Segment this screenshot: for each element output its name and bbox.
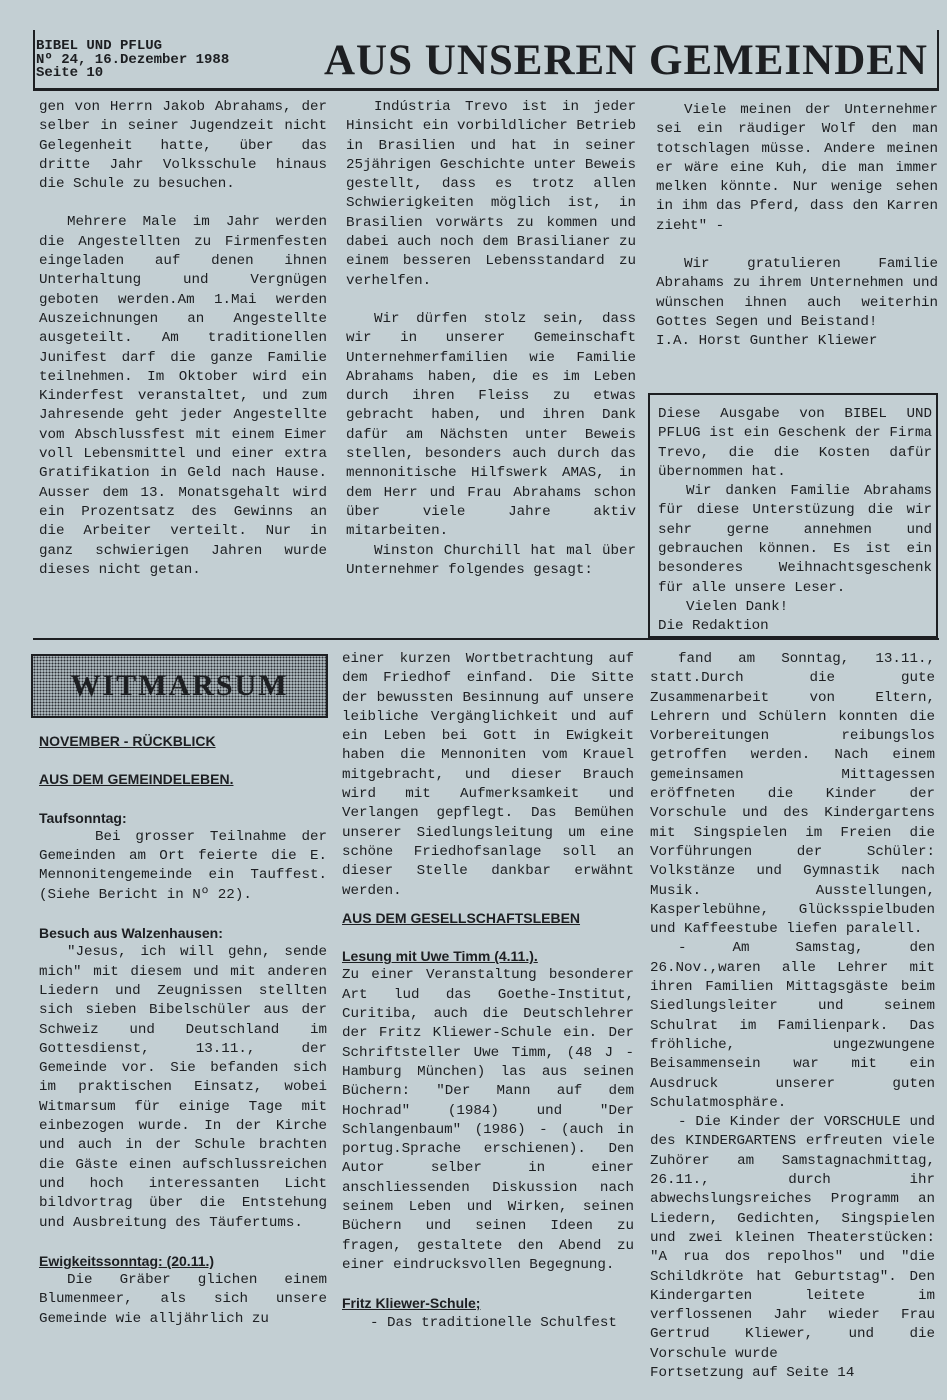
paragraph: Winston Churchill hat mal über Unternehmer folgendes gesagt: bbox=[346, 542, 636, 578]
continuation-note: Fortsetzung auf Seite 14 bbox=[650, 1364, 855, 1381]
paragraph: - Das traditionelle Schulfest bbox=[370, 1314, 617, 1331]
paragraph: Vielen Dank! bbox=[686, 598, 789, 615]
bottom-column-2 bbox=[342, 650, 634, 1333]
publication-name: BIBEL UND PFLUG bbox=[36, 38, 163, 54]
section-title-box bbox=[31, 654, 328, 718]
subsection-heading: AUS DEM GEMEINDELEBEN. bbox=[39, 771, 234, 788]
top-column-1 bbox=[39, 98, 327, 580]
signature: Die Redaktion bbox=[658, 618, 769, 635]
signature: I.A. Horst Gunther Kliewer bbox=[656, 333, 878, 350]
paragraph: "Jesus, ich will gehn, sende mich" mit diesem und mit anderen Liedern und Zeugnissen stellten sich sieben Bibelschüler aus der Schweiz und Deutschland im Gottesdienst, 13.11., der Gemeinde vor. Sie befanden sich im praktischen Einsatz, wobei Witmarsum für einige Tage mit einbezogen wurde. In der Kirche und auch in der Schule brachten die Gäste einen aufschlussreichen und hoch interessanten Licht bildvortrag über die Entstehung und Ausbreitung des Täufertums. bbox=[39, 944, 327, 1231]
section-title: WITMARSUM bbox=[70, 669, 289, 702]
paragraph: gen von Herrn Jakob Abrahams, der selber in seiner Jugendzeit nicht Gelegenheit hatte, über das dritte Jahr Volksschule hinaus die Schule zu besuchen. bbox=[39, 99, 327, 193]
section-divider bbox=[33, 638, 939, 640]
paragraph: Indústria Trevo ist in jeder Hinsicht ein vorbildlicher Betrieb in Brasilien und hat in seiner 25jährigen Geschichte unter Beweis gestellt, dass es trotz allen Schwierigkeiten möglich ist, in Brasilien vorwärts zu kommen und dabei auch noch dem Brasilianer zu einem besseren Lebensstandard zu verhelfen. bbox=[346, 99, 636, 289]
top-column-3 bbox=[656, 101, 938, 352]
bottom-column-3 bbox=[650, 650, 935, 1383]
sponsor-notice-box bbox=[648, 393, 938, 638]
paragraph: Wir danken Familie Abrahams für diese Unterstüzung die wir sehr gerne annehmen und gebrauchen können. Es ist ein besonderes Weihnachtsgeschenk für alle unsere Leser. bbox=[658, 483, 932, 596]
page-title: AUS UNSEREN GEMEINDEN bbox=[324, 37, 928, 84]
paragraph: - Die Kinder der VORSCHULE und des KINDERGARTENS erfreuten viele Zuhörer am Samstagnachmittag, 26.11., durch ihr abwechslungsreiches Programm an Liedern, Gedichten, Singspielen und zwei kleinen Theaterstücken: "A rua dos repolhos" und "die Schildkröte hat Geburtstag". Den Kindergarten leitete im verflossenen Jahr wieder Frau Gertrud Kliewer, und die Vorschule wurde bbox=[650, 1114, 935, 1362]
masthead-rule bbox=[33, 88, 939, 91]
paragraph: - Am Samstag, den 26.Nov.,waren alle Lehrer mit ihren Familien Mittagsgäste beim Siedlungsleiter und seinem Schulrat im Familienpark. Das fröhliche, ungezwungene Beisammensein war mit ein Ausdruck unserer guten Schulatmosphäre. bbox=[650, 940, 935, 1111]
quote-paragraph: Viele meinen der Unternehmer sei ein räudiger Wolf den man totschlagen müsse. Andere meinen er wäre eine Kuh, die man immer melken könnte. Nur wenige sehen in ihm das Pferd, dass den Karren zieht" - bbox=[656, 102, 938, 234]
top-column-2 bbox=[346, 98, 636, 580]
masthead-info bbox=[36, 40, 229, 81]
paragraph: Zu einer Veranstaltung besonderer Art lud das Goethe-Institut, Curitiba, auch die Deutschlehrer der Fritz Kliewer-Schule ein. Der Schriftsteller Uwe Timm, (48 J - Hamburg München) las aus seinen Büchern: "Der Mann auf dem Hochrad" (1984) und "Der Schlangenbaum" (1986) - (auch in portug.Sprache erschienen). Den Autor selber in einer anschliessenden Diskussion nach seinem Leben und Wirken, seinen Büchern und seinen Ideen zu fragen, gestaltete den Abend zu einer eindrucksvollen Begegnung. bbox=[342, 967, 634, 1273]
subsection-heading: AUS DEM GESELLSCHAFTSLEBEN bbox=[342, 909, 581, 926]
page-number: Seite 10 bbox=[36, 65, 104, 81]
item-heading: Fritz Kliewer-Schule; bbox=[342, 1295, 481, 1312]
item-heading: Besuch aus Walzenhausen: bbox=[39, 925, 223, 942]
masthead-right-border bbox=[937, 30, 939, 90]
item-heading: Ewigkeitssonntag: (20.11.) bbox=[39, 1252, 215, 1269]
item-heading: Taufsonntag: bbox=[39, 809, 127, 826]
paragraph: Bei grosser Teilnahme der Gemeinden am Ort feierte die E. Mennonitengemeinde ein Tauffest. (Siehe Bericht in Nº 22). bbox=[39, 828, 327, 903]
bottom-column-1 bbox=[39, 732, 327, 1329]
paragraph: Die Gräber glichen einem Blumenmeer, als sich unsere Gemeinde wie alljährlich zu bbox=[39, 1272, 327, 1327]
issue-date: Nº 24, 16.Dezember 1988 bbox=[36, 51, 230, 68]
paragraph: Wir dürfen stolz sein, dass wir in unserer Gemeinschaft Unternehmerfamilien wie Familie Abrahams haben, die es im Leben durch ihren Fleiss zu etwas gebracht haben, und ihren Dank dafür am Nächsten unter Beweis stellen, besonders auch durch das mennonitische Hilfswerk AMAS, in dem Herr und Frau Abrahams schon über viele Jahre aktiv mitarbeiten. bbox=[346, 310, 636, 540]
subsection-heading: NOVEMBER - RÜCKBLICK bbox=[39, 733, 216, 749]
paragraph: Diese Ausgabe von BIBEL UND PFLUG ist ein Geschenk der Firma Trevo, die die Kosten dafür übernommen hat. bbox=[658, 406, 932, 480]
item-heading: Lesung mit Uwe Timm (4.11.). bbox=[342, 948, 538, 965]
paragraph: einer kurzen Wortbetrachtung auf dem Friedhof einfand. Die Sitte der bewussten Besinnung auf unsere leibliche Vergänglichkeit und auf ein Leben bei Gott in Ewigkeit haben die Mennoniten vom Krauel mitgebracht, und dieser Brauch wird mit Aufmerksamkeit und Verlangen gepflegt. Das Bemühen unserer Siedlungsleitung um eine schöne Friedhofsanlage soll an dieser Stelle dankbar erwähnt werden. bbox=[342, 651, 634, 899]
masthead-left-border bbox=[33, 30, 35, 90]
paragraph: Wir gratulieren Familie Abrahams zu ihrem Unternehmen und wünschen ihnen auch weiterhin Gottes Segen und Beistand! bbox=[656, 256, 938, 330]
paragraph: fand am Sonntag, 13.11., statt.Durch die gute Zusammenarbeit von Eltern, Lehrern und Schülern konnten die Vorbereitungen reibungslos getroffen werden. Nach einem gemeinsamen Mittagessen eröffneten die Kinder der Vorschule und des Kindergartens mit Singspielen im Freien die Vorführungen der Schüler: Volkstänze und Gymnastik nach Musik. Ausstellungen, Kasperlebühne, Glücksspielbuden und Kaffeestube liefen paralell. bbox=[650, 651, 935, 938]
paragraph: Mehrere Male im Jahr werden die Angestellten zu Firmenfesten eingeladen auf denen ihnen Unterhaltung und Vergnügen geboten werden.Am 1.Mai werden Auszeichnungen an Angestellte ausgeteilt. Am traditionellen Junifest darf die ganze Familie teilnehmen. Im Oktober wird ein Kinderfest veranstaltet, und zum Jahresende geht jeder Angestellte vom Abschlussfest mit einem Eimer voll Lebensmittel und einer extra Gratifikation in Geld nach Hause. Ausser dem 13. Monatsgehalt wird ein Prozentsatz des Gewinns an die Arbeiter verteilt. Nur in ganz schwierigen Jahren wurde dieses nicht getan. bbox=[39, 214, 327, 578]
